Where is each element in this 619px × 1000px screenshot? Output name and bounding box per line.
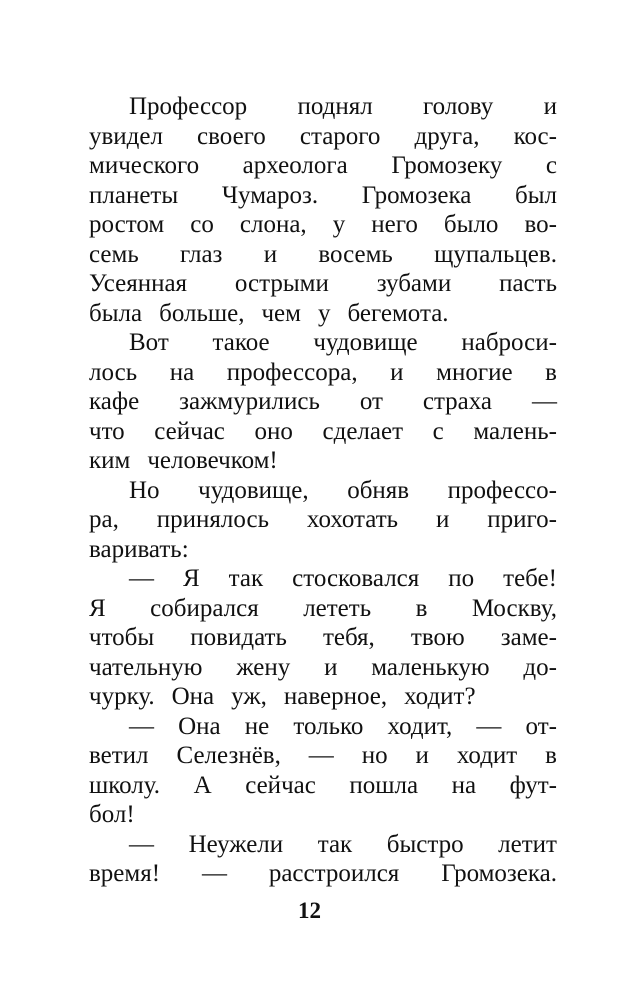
text-line: ветил Селезнёв, — но и ходит в: [89, 742, 557, 769]
text-line: время! — расстроился Громозека.: [89, 860, 557, 887]
text-line: чурку. Она уж, наверное, ходит?: [89, 683, 476, 710]
text-line: ра, принялось хохотать и приго-: [89, 506, 557, 533]
text-line: Вот такое чудовище наброси-: [129, 329, 557, 356]
text-line: ростом со слона, у него было во-: [89, 211, 557, 238]
text-line: лось на профессора, и многие в: [89, 358, 557, 386]
text-line: ким человечком!: [89, 447, 278, 474]
text-line: чтобы повидать тебя, твою заме-: [89, 624, 557, 651]
text-line: — Неужели так быстро летит: [129, 830, 557, 858]
text-line: — Она не только ходит, — от-: [129, 712, 557, 740]
text-line: Я собирался лететь в Москву,: [89, 594, 557, 622]
text-line: Профессор поднял голову и: [129, 93, 557, 120]
text-line: школу. А сейчас пошла на фут-: [89, 771, 557, 799]
text-line: мического археолога Громозеку с: [89, 152, 557, 179]
text-line: кафе зажмурились от страха —: [89, 388, 557, 415]
text-line: планеты Чумароз. Громозека был: [89, 181, 557, 209]
body-text: [89, 92, 557, 889]
text-line: варивать:: [89, 535, 189, 563]
text-line: что сейчас оно сделает с малень-: [89, 417, 557, 445]
text-line: чательную жену и маленькую до-: [89, 653, 557, 681]
text-line: была больше, чем у бегемота.: [89, 299, 449, 327]
text-line: семь глаз и восемь щупальцев.: [89, 240, 557, 268]
text-line: Усеянная острыми зубами пасть: [89, 270, 557, 297]
text-line: — Я так стосковался по тебе!: [129, 565, 557, 592]
text-line: увидел своего старого друга, кос-: [89, 122, 557, 150]
page-number: 12: [298, 898, 321, 923]
text-line: Но чудовище, обняв профессо-: [129, 476, 557, 504]
text-line: бол!: [89, 801, 135, 828]
